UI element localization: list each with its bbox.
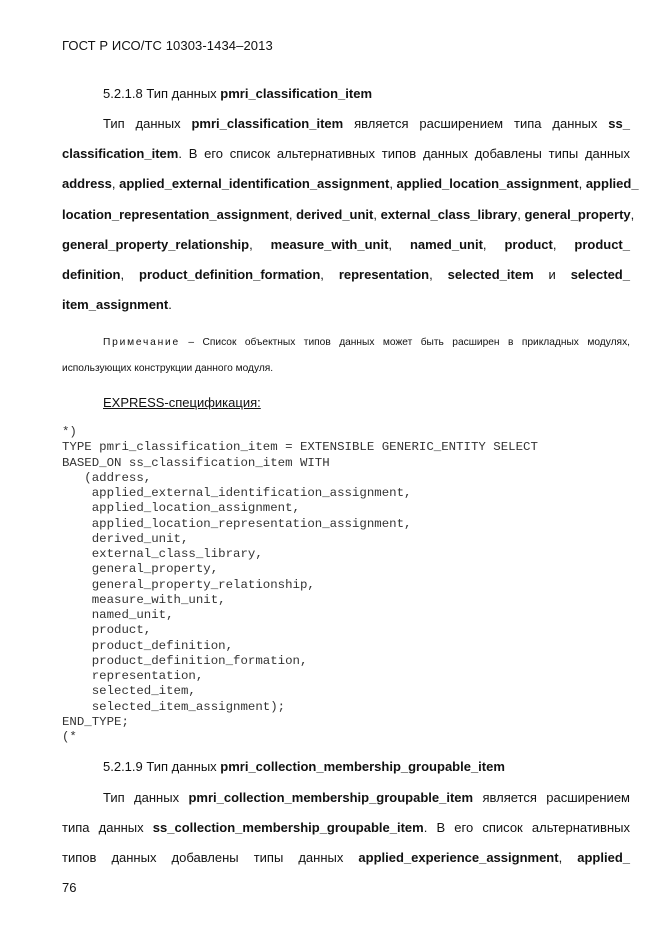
type-name: definition — [62, 266, 121, 282]
type-name: derived_unit — [296, 206, 374, 222]
text-run: , — [517, 206, 525, 222]
paragraph-line — [62, 139, 630, 169]
text-run: типов данных добавлены типы данных — [62, 850, 359, 866]
note-text: – Список объектных типов данных может быть расширен в прикладных модулях, — [179, 337, 630, 348]
note-label: Примечание — [103, 337, 180, 348]
text-run: , — [288, 206, 297, 222]
note-line-2: использующих конструкции данного модуля. — [62, 363, 274, 374]
type-name: product_definition_formation — [139, 266, 321, 282]
text-run: , — [578, 176, 586, 192]
text-run: , — [111, 176, 120, 192]
note-line-1 — [62, 330, 630, 356]
text-run: типа данных — [62, 820, 153, 836]
express-code-block: *) TYPE pmri_classification_item = EXTENSIBLE GENERIC_ENTITY SELECT BASED_ON ss_classification_item WITH (address, applied_external_identification_assignment, applied_location_assignment, applied_location_representation_assignment, derived_unit, external_class_library, general_property, general_property_relationship, measure_with_unit, named_unit, product, product_definition, product_definition_formation, representation, selected_item, selected_item_assignment); END_TYPE; (* — [62, 425, 538, 744]
type-name: pmri_collection_membership_groupable_item — [188, 790, 474, 805]
paragraph-line — [62, 200, 635, 230]
heading-prefix: 5.2.1.9 Тип данных — [103, 759, 221, 774]
type-name: applied_external_identification_assignment — [119, 176, 390, 192]
heading-type-name: pmri_collection_membership_groupable_item — [220, 759, 505, 774]
text-run: Тип данных — [103, 116, 192, 131]
text-run: , — [558, 850, 578, 866]
type-name: address — [62, 176, 112, 192]
type-name: general_property — [524, 206, 631, 222]
section-heading-5-2-1-9 — [103, 759, 505, 774]
paragraph-line — [62, 230, 630, 260]
note-block — [62, 330, 630, 382]
text-run: , — [373, 206, 381, 222]
text-run: . — [168, 297, 172, 313]
type-name: product_ — [574, 236, 630, 252]
type-name: product — [504, 236, 553, 252]
text-run: , — [249, 236, 271, 252]
type-name: location_representation_assignment — [62, 206, 289, 222]
type-name: applied_location_assignment — [396, 176, 579, 192]
type-name: pmri_classification_item — [191, 116, 344, 131]
text-run: , — [320, 266, 339, 282]
type-name: classification_item — [62, 146, 179, 162]
paragraph-line — [62, 260, 630, 290]
text-run: , — [429, 266, 448, 282]
text-run: , — [389, 176, 397, 192]
type-name: selected_ — [570, 266, 630, 282]
type-name: applied_ — [577, 850, 630, 866]
paragraph-line — [62, 290, 630, 320]
text-run: , — [482, 236, 505, 252]
document-header: ГОСТ Р ИСО/ТС 10303-1434–2013 — [62, 38, 273, 53]
text-run: . В его список альтернативных — [423, 820, 630, 836]
paragraph-line — [62, 109, 630, 139]
type-name: item_assignment — [62, 297, 169, 313]
type-name: applied_ — [585, 176, 639, 192]
paragraph-line — [62, 169, 639, 199]
text-run: является расширением типа данных — [343, 116, 609, 131]
heading-type-name: pmri_classification_item — [220, 86, 373, 101]
type-name: ss_collection_membership_groupable_item — [152, 820, 424, 836]
type-name: external_class_library — [380, 206, 518, 222]
type-name: measure_with_unit — [270, 236, 389, 252]
text-run: , — [388, 236, 410, 252]
section-paragraph-5-2-1-8 — [62, 109, 639, 320]
paragraph-line — [62, 813, 630, 843]
text-run: , — [552, 236, 575, 252]
type-name: named_unit — [409, 236, 483, 252]
type-name: applied_experience_assignment — [358, 850, 559, 866]
text-run: . В его список альтернативных типов данных добавлены типы данных — [178, 146, 630, 162]
express-spec-label: EXPRESS-спецификация: — [103, 395, 261, 410]
text-run: и — [533, 266, 571, 282]
text-run: , — [630, 206, 635, 222]
paragraph-line — [62, 843, 630, 873]
section-heading-5-2-1-8 — [103, 86, 372, 101]
type-name: ss_ — [608, 116, 630, 131]
text-run: Тип данных — [103, 790, 189, 805]
heading-prefix: 5.2.1.8 Тип данных — [103, 86, 221, 101]
type-name: general_property_relationship — [62, 236, 250, 252]
page-number: 76 — [62, 880, 77, 895]
paragraph-line — [62, 783, 630, 813]
text-run: , — [120, 266, 140, 282]
text-run: является расширением — [473, 790, 630, 805]
section-paragraph-5-2-1-9 — [62, 783, 630, 874]
type-name: selected_item — [447, 266, 534, 282]
type-name: representation — [338, 266, 430, 282]
